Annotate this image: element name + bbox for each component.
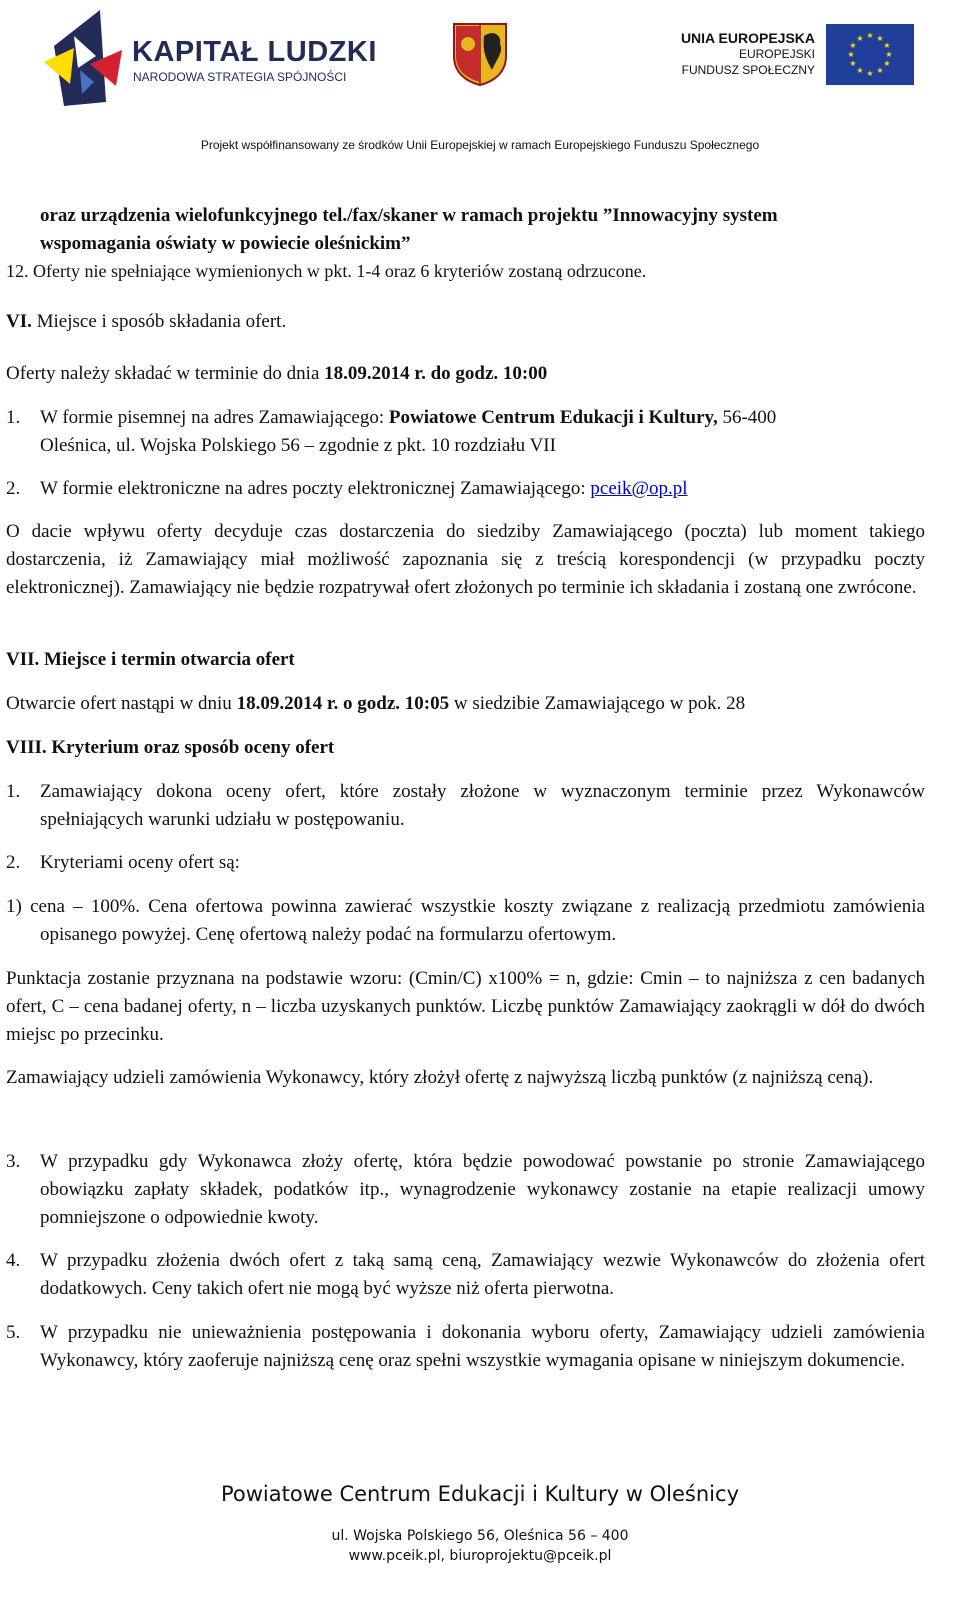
p2-pre: W formie elektroniczne na adres poczty elektronicznej Zamawiającego: — [40, 478, 591, 499]
c3-number: 3. — [6, 1151, 21, 1172]
p1-pre: W formie pisemnej na adres Zamawiającego: — [40, 407, 389, 428]
opening-pre: Otwarcie ofert nastąpi w dniu — [6, 693, 237, 714]
c5-number: 5. — [6, 1322, 21, 1343]
deadline-line — [6, 360, 547, 388]
deadline-date: 18.09.2014 r. do godz. 10:00 — [324, 363, 548, 384]
section-vi-title: Miejsce i sposób składania ofert. — [31, 311, 287, 332]
svg-text:★: ★ — [866, 69, 874, 78]
kapital-ludzki-logo-icon — [44, 6, 124, 110]
section-vi-number: VI. — [6, 311, 32, 332]
opening-post: w siedzibie Zamawiającego w pok. 28 — [449, 693, 746, 714]
formula-paragraph: Punktacja zostanie przyznana na podstawie wzoru: (Cmin/C) x100% = n, gdzie: Cmin – to najniższa z cen badanych ofert, C – cena badanej oferty, n – liczba uzyskanych punktów. Liczbę punktów Zamawiający zaokrągli w dół do dwóch miejsc po przecinku. — [6, 968, 925, 1045]
c4-number: 4. — [6, 1250, 21, 1271]
p1-post: 56-400 — [717, 407, 777, 428]
footer-contact: www.pceik.pl, biuroprojektu@pceik.pl — [348, 1548, 612, 1564]
section-vii-heading: VII. Miejsce i termin otwarcia ofert — [6, 649, 295, 670]
eu-line3: FUNDUSZ SPOŁECZNY — [681, 63, 815, 77]
c5-text: W przypadku nie unieważnienia postępowania i dokonania wyboru oferty, Zamawiający udzieli zamówienia Wykonawcy, który zaoferuje najniższą cenę oraz spełni wszystkie wymagania opisane w niniejszym dokumencie. — [40, 1322, 925, 1371]
continued-line2: wspomagania oświaty w powiecie oleśnickim” — [40, 233, 411, 254]
p1-org: Powiatowe Centrum Edukacji i Kultury, — [388, 407, 718, 428]
svg-text:★: ★ — [849, 59, 857, 68]
c3-text: W przypadku gdy Wykonawca złoży ofertę, która będzie powodować powstanie po stronie Zamawiającego obowiązku zapłaty składek, podatków itp., wynagrodzenie wykonawcy zostanie na etapie realizacji umowy pomniejszone o odpowiednie kwoty. — [40, 1151, 925, 1228]
award-paragraph: Zamawiający udzieli zamówienia Wykonawcy, który złożył ofertę z najwyższą liczbą punktów (z najniższą ceną). — [6, 1067, 874, 1088]
svg-text:★: ★ — [883, 59, 891, 68]
c2-text: Kryteriami oceny ofert są: — [40, 852, 240, 873]
opening-date: 18.09.2014 r. o godz. 10:05 — [236, 693, 450, 714]
price-label: 1) cena – 100%. — [6, 896, 140, 917]
page-header — [0, 0, 960, 160]
price-criterion — [6, 893, 925, 949]
p1-line2: Oleśnica, ul. Wojska Polskiego 56 – zgodnie z pkt. 10 rozdziału VII — [40, 435, 556, 456]
deadline-text: Oferty należy składać w terminie do dnia — [6, 363, 325, 384]
eu-flag-icon — [826, 24, 914, 85]
svg-text:★: ★ — [883, 41, 891, 50]
section-viii-heading: VIII. Kryterium oraz sposób oceny ofert — [6, 737, 335, 758]
p1-text — [40, 404, 920, 460]
svg-text:★: ★ — [876, 34, 884, 43]
c4-text: W przypadku złożenia dwóch ofert z taką samą ceną, Zamawiający wezwie Wykonawców do złożenia ofert dodatkowych. Ceny takich ofert nie mogą być wyższe niż oferta pierwotna. — [40, 1250, 925, 1299]
svg-text:★: ★ — [847, 50, 855, 59]
price-text: Cena ofertowa powinna zawierać wszystkie koszty związane z realizacją przedmiotu zamówienia opisanego powyżej. Cenę ofertową należy podać na formularzu ofertowym. — [40, 896, 925, 945]
p1-number: 1. — [6, 407, 21, 428]
svg-text:★: ★ — [885, 50, 893, 59]
opening-line — [6, 690, 745, 718]
receipt-paragraph: O dacie wpływu oferty decyduje czas dostarczenia do siedziby Zamawiającego (poczta) lub moment takiego dostarczenia, iż Zamawiający miał możliwość zapoznania się z treścią korespondencji (w przypadku poczty elektronicznej). Zamawiający nie będzie rozpatrywał ofert złożonych po terminie ich składania i zostaną one zwrócone. — [6, 521, 925, 598]
kl-subtitle: NARODOWA STRATEGIA SPÓJNOŚCI — [133, 70, 347, 84]
section-vi-heading — [6, 308, 286, 336]
footer-address: ul. Wojska Polskiego 56, Oleśnica 56 – 400 — [331, 1528, 629, 1544]
item-12: 12. Oferty nie spełniające wymienionych w pkt. 1-4 oraz 6 kryteriów zostaną odrzucone. — [6, 261, 647, 281]
kl-title: KAPITAŁ LUDZKI — [132, 36, 377, 68]
p2-number: 2. — [6, 478, 21, 499]
eu-label — [660, 30, 815, 78]
continued-line1: oraz urządzenia wielofunkcyjnego tel./fax/skaner w ramach projektu ”Innowacyjny system — [40, 205, 778, 226]
eu-line2: EUROPEJSKI — [738, 47, 815, 61]
coat-of-arms-icon — [452, 22, 508, 86]
p2-text — [40, 475, 920, 503]
svg-text:★: ★ — [856, 34, 864, 43]
eu-line1: UNIA EUROPEJSKA — [680, 30, 815, 46]
c1-number: 1. — [6, 781, 21, 802]
continued-heading — [40, 202, 925, 258]
svg-text:★: ★ — [849, 41, 857, 50]
svg-text:★: ★ — [876, 66, 884, 75]
c1-text: Zamawiający dokona oceny ofert, które zostały złożone w wyznaczonym terminie przez Wykonawców spełniających warunki udziału w postępowaniu. — [40, 781, 925, 830]
svg-text:★: ★ — [856, 66, 864, 75]
svg-text:★: ★ — [866, 31, 874, 40]
email-link[interactable]: pceik@op.pl — [590, 478, 688, 499]
project-cofinancing-note: Projekt współfinansowany ze środków Unii Europejskiej w ramach Europejskiego Funduszu Społecznego — [200, 138, 760, 152]
c2-number: 2. — [6, 852, 21, 873]
footer-org: Powiatowe Centrum Edukacji i Kultury w Oleśnicy — [220, 1482, 739, 1506]
